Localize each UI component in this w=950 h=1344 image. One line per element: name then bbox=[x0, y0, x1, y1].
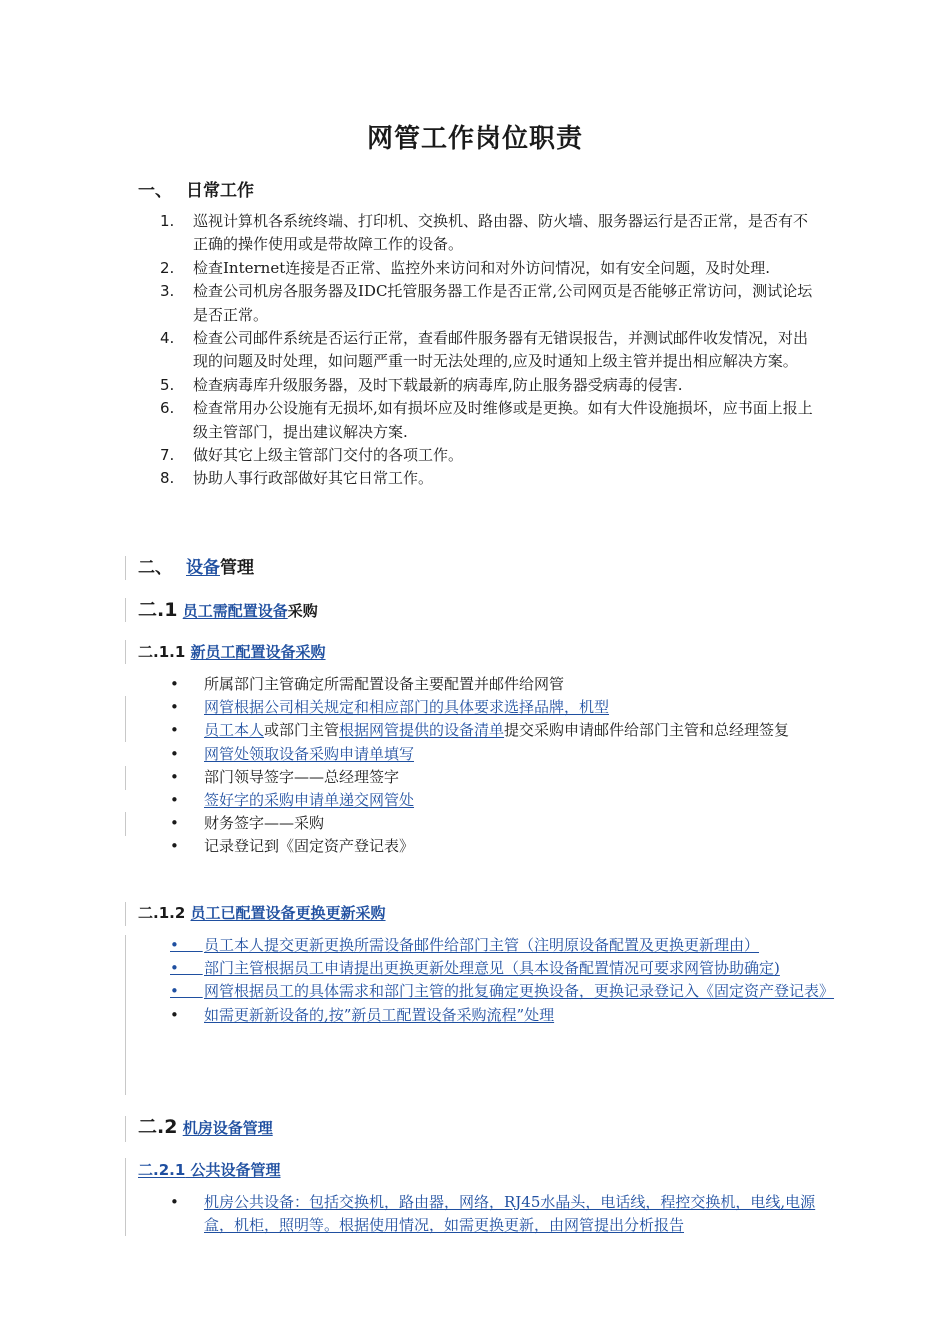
change-bar bbox=[125, 902, 126, 926]
item-link[interactable]: 网管处领取设备采购申请单填写 bbox=[204, 744, 415, 763]
change-bar bbox=[125, 598, 126, 622]
subsection-2-1-1-number: 二.1.1 bbox=[138, 643, 186, 661]
item-number: 5. bbox=[160, 375, 175, 394]
list-item bbox=[160, 789, 832, 812]
section-2-number: 二、 bbox=[138, 558, 172, 578]
item-text: 巡视计算机各系统终端、打印机、交换机、路由器、防火墙、服务器运行是否正常，是否有不正确的操作使用或是带故障工作的设备。 bbox=[193, 212, 809, 254]
item-text: 部门领导签字——总经理签字 bbox=[204, 767, 400, 786]
section-1-heading bbox=[138, 180, 254, 202]
new-employee-procurement-steps bbox=[160, 673, 832, 859]
change-bar bbox=[125, 640, 126, 664]
list-item bbox=[160, 766, 832, 789]
item-link[interactable]: 机房公共设备：包括交换机，路由器，网络，RJ45水晶头，电话线，程控交换机，电线,电源盒，机柜，照明等。根据使用情况，如需更换更新，由网管提出分析报告 bbox=[204, 1193, 816, 1235]
list-item bbox=[160, 1191, 832, 1237]
replacement-procurement-steps bbox=[160, 934, 835, 1027]
item-text: 记录登记到《固定资产登记表》 bbox=[204, 837, 415, 856]
subsection-2-1-title-link[interactable]: 员工需配置设备 bbox=[182, 602, 288, 620]
item-text: 提交采购申请邮件给部门主管和总经理签复 bbox=[504, 721, 790, 740]
list-item bbox=[150, 210, 822, 257]
item-number: 6. bbox=[160, 399, 175, 418]
item-text: 检查Internet连接是否正常、监控外来访问和对外访问情况，如有安全问题，及时处理. bbox=[193, 258, 770, 277]
item-link[interactable]: 如需更新新设备的,按”新员工配置设备采购流程”处理 bbox=[204, 1005, 555, 1024]
list-item bbox=[160, 980, 835, 1003]
item-number: 7. bbox=[160, 446, 175, 465]
item-link[interactable]: 签好字的采购申请单递交网管处 bbox=[204, 791, 415, 810]
change-bar bbox=[125, 556, 126, 580]
item-text: 所属部门主管确定所需配置设备主要配置并邮件给网管 bbox=[204, 675, 565, 693]
item-text: 财务签字——采购 bbox=[204, 814, 325, 833]
item-text: 协助人事行政部做好其它日常工作。 bbox=[193, 469, 434, 488]
item-text: 检查常用办公设施有无损坏,如有损坏应及时维修或是更换。如有大件设施损坏，应书面上报上级主管部门，提出建议解决方案. bbox=[193, 399, 813, 441]
subsection-2-1-heading bbox=[138, 600, 318, 621]
list-item bbox=[160, 719, 832, 742]
subsection-2-1-title-rest: 采购 bbox=[287, 602, 318, 620]
list-item bbox=[150, 444, 822, 467]
item-text: 检查公司机房各服务器及IDC托管服务器工作是否正常,公司网页是否能够正常访问，测试论坛是否正常。 bbox=[193, 282, 813, 324]
item-link[interactable]: 网管根据员工的具体需求和部门主管的批复确定更换设备，更换记录登记入《固定资产登记表》 bbox=[204, 982, 835, 1001]
item-number: 1. bbox=[160, 212, 175, 230]
change-bar bbox=[125, 766, 126, 790]
section-2-title-link[interactable]: 设备 bbox=[186, 558, 220, 578]
item-text: 检查公司邮件系统是否运行正常，查看邮件服务器有无错误报告，并测试邮件收发情况，对出现的问题及时处理，如问题严重一时无法处理的,应及时通知上级主管并提出相应解决方案。 bbox=[193, 329, 809, 371]
subsection-2-1-2-title-link[interactable]: 员工已配置设备更换更新采购 bbox=[190, 904, 386, 922]
list-item bbox=[160, 743, 832, 766]
list-item bbox=[160, 696, 832, 719]
bullet-icon: • bbox=[170, 721, 179, 740]
bullet-icon: • bbox=[170, 698, 179, 717]
item-text: 检查病毒库升级服务器，及时下载最新的病毒库,防止服务器受病毒的侵害. bbox=[193, 375, 683, 394]
subsection-2-1-2-heading bbox=[138, 903, 386, 923]
public-equipment-list bbox=[160, 1191, 832, 1237]
subsection-2-2-1-heading[interactable] bbox=[138, 1160, 281, 1180]
item-number: 8. bbox=[160, 469, 175, 488]
list-item bbox=[160, 835, 832, 858]
list-item bbox=[160, 1004, 832, 1027]
bullet-icon: • bbox=[170, 791, 179, 810]
change-bar bbox=[125, 812, 126, 836]
section-2-heading bbox=[138, 557, 254, 579]
item-link[interactable]: 部门主管根据员工申请提出更换更新处理意见（具本设备配置情况可要求网管协助确定) bbox=[204, 959, 780, 978]
bullet-icon: • bbox=[170, 959, 203, 978]
subsection-2-2-title-link[interactable]: 机房设备管理 bbox=[182, 1119, 273, 1137]
subsection-2-2-1-number: 二.2.1 bbox=[138, 1161, 186, 1179]
subsection-2-2-heading bbox=[138, 1117, 273, 1138]
list-item bbox=[150, 327, 822, 374]
list-item bbox=[160, 957, 832, 980]
page-title: 网管工作岗位职责 bbox=[366, 124, 583, 154]
list-item bbox=[150, 257, 822, 280]
list-item bbox=[160, 934, 832, 957]
bullet-icon: • bbox=[170, 936, 203, 954]
list-item bbox=[150, 397, 822, 444]
list-item bbox=[150, 374, 822, 397]
subsection-2-1-1-heading bbox=[138, 642, 326, 662]
subsection-2-1-2-number: 二.1.2 bbox=[138, 904, 186, 922]
item-link[interactable]: 员工本人 bbox=[204, 721, 265, 740]
item-link[interactable]: 员工本人提交更新更换所需设备邮件给部门主管（注明原设备配置及更换更新理由） bbox=[204, 936, 760, 954]
item-text: 或部门主管 bbox=[264, 721, 340, 740]
bullet-icon: • bbox=[170, 837, 179, 856]
item-number: 2. bbox=[160, 258, 175, 277]
change-bar bbox=[125, 1116, 126, 1142]
item-link[interactable]: 网管根据公司相关规定和相应部门的具体要求选择品牌，机型 bbox=[204, 698, 610, 717]
change-bar bbox=[125, 696, 126, 742]
bullet-icon: • bbox=[170, 744, 179, 763]
subsection-2-1-1-title-link[interactable]: 新员工配置设备采购 bbox=[190, 643, 326, 661]
list-item bbox=[160, 812, 832, 835]
section-2-title-rest: 管理 bbox=[220, 558, 254, 578]
daily-work-list bbox=[150, 210, 822, 491]
change-bar bbox=[125, 935, 126, 1095]
section-1-title: 日常工作 bbox=[186, 181, 254, 201]
section-1-number: 一、 bbox=[138, 181, 172, 201]
bullet-icon: • bbox=[170, 1193, 179, 1211]
item-number: 4. bbox=[160, 329, 175, 348]
item-link[interactable]: 根据网管提供的设备清单 bbox=[339, 721, 505, 740]
list-item bbox=[150, 280, 822, 327]
bullet-icon: • bbox=[170, 982, 203, 1001]
item-number: 3. bbox=[160, 282, 175, 301]
bullet-icon: • bbox=[170, 675, 179, 693]
item-text: 做好其它上级主管部门交付的各项工作。 bbox=[193, 446, 464, 465]
list-item bbox=[160, 673, 832, 696]
bullet-icon: • bbox=[170, 767, 179, 786]
bullet-icon: • bbox=[170, 814, 179, 833]
list-item bbox=[150, 467, 822, 490]
bullet-icon: • bbox=[170, 1005, 179, 1024]
subsection-2-1-number: 二.1 bbox=[138, 599, 178, 621]
subsection-2-2-1-title: 公共设备管理 bbox=[190, 1161, 281, 1179]
subsection-2-2-number: 二.2 bbox=[138, 1116, 178, 1138]
change-bar bbox=[125, 1158, 126, 1236]
